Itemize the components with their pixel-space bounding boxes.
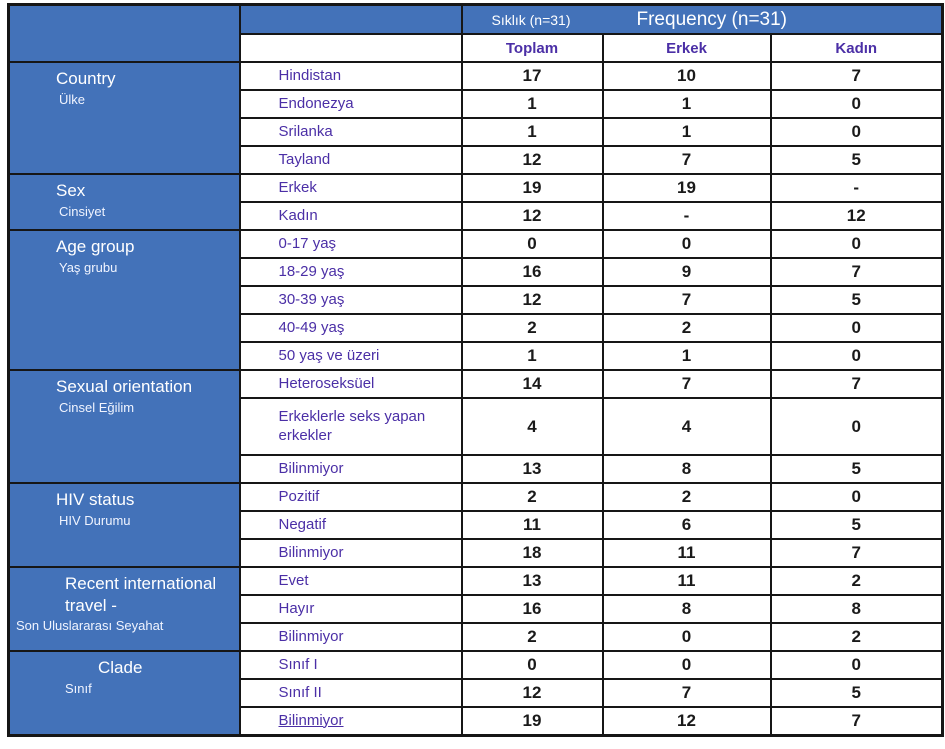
cell-erkek: 1: [603, 90, 771, 118]
cell-toplam: 18: [462, 539, 603, 567]
row-label: Heteroseksüel: [240, 370, 462, 398]
cell-toplam: 16: [462, 258, 603, 286]
cell-toplam: 12: [462, 202, 603, 230]
cell-kadin: 0: [771, 314, 943, 342]
section-sexual-orientation: [9, 370, 240, 483]
cell-kadin: 12: [771, 202, 943, 230]
section-title-tr: Cinsel Eğilim: [59, 400, 135, 416]
row-label: Bilinmiyor: [240, 455, 462, 483]
row-label: 50 yaş ve üzeri: [240, 342, 462, 370]
cell-erkek: 7: [603, 286, 771, 314]
cell-erkek: 2: [603, 314, 771, 342]
cell-erkek: 1: [603, 342, 771, 370]
section-sex: [9, 174, 240, 230]
section-title-en: Country: [56, 69, 116, 88]
row-label: Hayır: [240, 595, 462, 623]
demographics-table: [7, 3, 944, 737]
row-label: Sınıf I: [240, 651, 462, 679]
cell-erkek: 7: [603, 370, 771, 398]
frequency-band: [462, 5, 943, 35]
cell-toplam: 0: [462, 651, 603, 679]
cell-kadin: 2: [771, 567, 943, 595]
cell-kadin: 0: [771, 230, 943, 258]
cell-erkek: 9: [603, 258, 771, 286]
section-recent-travel: [9, 567, 240, 651]
cell-kadin: 0: [771, 90, 943, 118]
row-label: Srilanka: [240, 118, 462, 146]
cell-erkek: -: [603, 202, 771, 230]
row-label: Negatif: [240, 511, 462, 539]
section-title-en: Clade: [98, 658, 143, 677]
row-label: Erkek: [240, 174, 462, 202]
cell-kadin: 0: [771, 398, 943, 455]
cell-erkek: 8: [603, 595, 771, 623]
cell-kadin: 0: [771, 651, 943, 679]
row-label: Erkeklerle seks yapan erkekler: [240, 398, 462, 455]
cell-kadin: 7: [771, 258, 943, 286]
row-label: 18-29 yaş: [240, 258, 462, 286]
section-title-tr: HIV Durumu: [59, 513, 131, 529]
cell-kadin: 0: [771, 342, 943, 370]
row-label: Endonezya: [240, 90, 462, 118]
cell-toplam: 2: [462, 483, 603, 511]
section-clade: [9, 651, 240, 736]
cell-erkek: 1: [603, 118, 771, 146]
cell-erkek: 12: [603, 707, 771, 736]
band-label-frequency: Frequency (n=31): [636, 8, 787, 30]
cell-kadin: 5: [771, 455, 943, 483]
header-blank-blue-cell: [240, 5, 462, 35]
cell-kadin: -: [771, 174, 943, 202]
row-label: 30-39 yaş: [240, 286, 462, 314]
cell-toplam: 1: [462, 342, 603, 370]
row-label: Pozitif: [240, 483, 462, 511]
section-title-en: Sexual orientation: [56, 377, 193, 396]
cell-toplam: 2: [462, 314, 603, 342]
cell-kadin: 7: [771, 707, 943, 736]
cell-kadin: 5: [771, 511, 943, 539]
cell-kadin: 7: [771, 539, 943, 567]
cell-toplam: 17: [462, 62, 603, 90]
row-label: Bilinmiyor: [240, 707, 462, 736]
section-title-en: HIV status: [56, 490, 135, 509]
cell-erkek: 6: [603, 511, 771, 539]
cell-erkek: 11: [603, 539, 771, 567]
row-label: Tayland: [240, 146, 462, 174]
header-blank-white-cell: [240, 34, 462, 62]
cell-toplam: 13: [462, 567, 603, 595]
cell-toplam: 4: [462, 398, 603, 455]
cell-kadin: 5: [771, 679, 943, 707]
cell-toplam: 12: [462, 146, 603, 174]
row-label: 0-17 yaş: [240, 230, 462, 258]
row-label: Hindistan: [240, 62, 462, 90]
cell-erkek: 8: [603, 455, 771, 483]
cell-toplam: 19: [462, 174, 603, 202]
row-label: Kadın: [240, 202, 462, 230]
cell-toplam: 12: [462, 286, 603, 314]
section-title-tr: Son Uluslararası Seyahat: [16, 618, 164, 634]
cell-toplam: 2: [462, 623, 603, 651]
cell-kadin: 5: [771, 286, 943, 314]
cell-erkek: 11: [603, 567, 771, 595]
section-title-en: Sex: [56, 181, 86, 200]
cell-toplam: 1: [462, 118, 603, 146]
cell-kadin: 5: [771, 146, 943, 174]
row-label: Sınıf II: [240, 679, 462, 707]
cell-kadin: 7: [771, 370, 943, 398]
cell-toplam: 11: [462, 511, 603, 539]
cell-erkek: 0: [603, 623, 771, 651]
band-label-siklik: Sıklık (n=31): [491, 11, 571, 28]
column-header-erkek: Erkek: [603, 34, 771, 62]
cell-toplam: 16: [462, 595, 603, 623]
cell-erkek: 4: [603, 398, 771, 455]
cell-toplam: 19: [462, 707, 603, 736]
row-label: 40-49 yaş: [240, 314, 462, 342]
cell-kadin: 7: [771, 62, 943, 90]
section-country: [9, 62, 240, 174]
cell-erkek: 10: [603, 62, 771, 90]
column-header-kadin: Kadın: [771, 34, 943, 62]
column-header-toplam: Toplam: [462, 34, 603, 62]
section-title-tr: Ülke: [59, 92, 86, 108]
cell-kadin: 8: [771, 595, 943, 623]
cell-erkek: 0: [603, 651, 771, 679]
cell-kadin: 0: [771, 118, 943, 146]
cell-erkek: 0: [603, 230, 771, 258]
cell-kadin: 2: [771, 623, 943, 651]
cell-toplam: 0: [462, 230, 603, 258]
row-label: Bilinmiyor: [240, 539, 462, 567]
section-title-tr: Cinsiyet: [59, 204, 106, 220]
cell-kadin: 0: [771, 483, 943, 511]
header-corner-cell: [9, 5, 240, 63]
cell-erkek: 19: [603, 174, 771, 202]
cell-toplam: 12: [462, 679, 603, 707]
section-title-tr: Yaş grubu: [59, 260, 118, 276]
cell-erkek: 2: [603, 483, 771, 511]
row-label: Evet: [240, 567, 462, 595]
row-label: Bilinmiyor: [240, 623, 462, 651]
cell-toplam: 1: [462, 90, 603, 118]
cell-toplam: 14: [462, 370, 603, 398]
section-hiv-status: [9, 483, 240, 567]
section-title-en: Recent international travel -: [65, 574, 217, 616]
section-title-en: Age group: [56, 237, 135, 256]
cell-erkek: 7: [603, 679, 771, 707]
cell-erkek: 7: [603, 146, 771, 174]
section-age-group: [9, 230, 240, 370]
section-title-tr: Sınıf: [65, 681, 92, 697]
cell-toplam: 13: [462, 455, 603, 483]
